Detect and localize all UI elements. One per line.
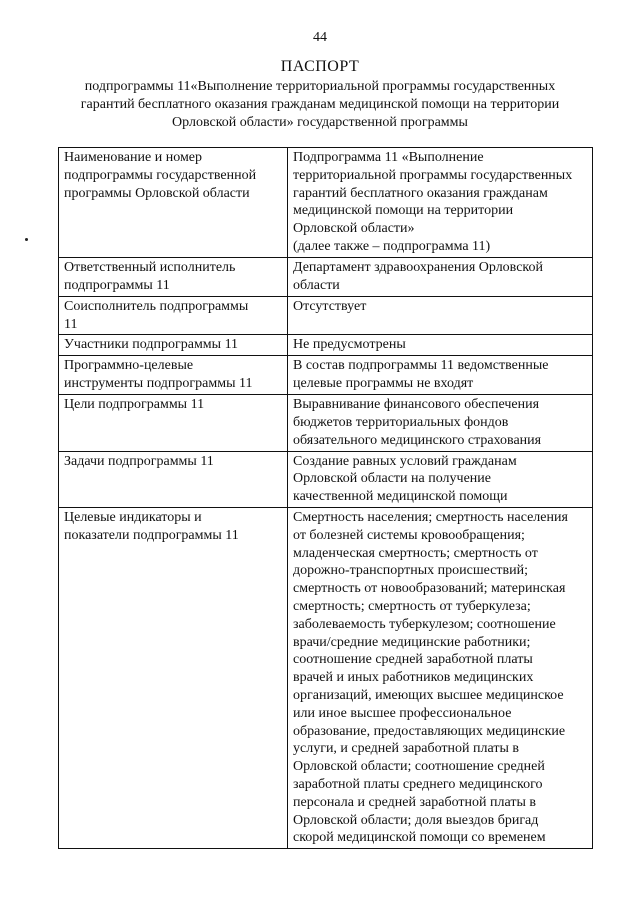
row-value-line: качественной медицинской помощи	[293, 489, 508, 505]
subtitle-line: Орловской области» государственной программы	[172, 115, 468, 130]
document-title: ПАСПОРТ	[280, 58, 360, 75]
row-value-line: персонала и средней заработной платы в	[293, 794, 536, 810]
scan-artifact-dot	[25, 238, 28, 241]
row-label-line: инструменты подпрограммы 11	[64, 375, 253, 391]
table-row	[59, 257, 593, 296]
row-label-line: Целевые индикаторы и	[64, 509, 202, 525]
table-row	[59, 335, 593, 356]
row-value-line: Орловской области; доля выездов бригад	[293, 812, 539, 828]
page-number: 44	[313, 30, 327, 45]
row-value-line: услуги, и средней заработной платы в	[293, 741, 519, 757]
row-value-line: территориальной программы государственных	[293, 167, 573, 183]
row-value-line: Выравнивание финансового обеспечения	[293, 397, 540, 413]
row-value-line: или иное высшее профессиональное	[293, 705, 512, 721]
row-value-line: заболеваемость туберкулезом; соотношение	[293, 616, 556, 632]
row-value-line: обязательного медицинского страхования	[293, 432, 542, 448]
row-value-line: Орловской области на получение	[293, 471, 491, 487]
row-label-cell	[59, 148, 288, 258]
row-label-line: показатели подпрограммы 11	[64, 527, 239, 543]
row-value-cell	[288, 507, 593, 848]
row-label-line: Соисполнитель подпрограммы	[64, 298, 249, 314]
row-value-cell	[288, 451, 593, 507]
subtitle-line: подпрограммы 11«Выполнение территориальной программы государственных	[84, 79, 556, 94]
row-value-line: В состав подпрограммы 11 ведомственные	[293, 358, 549, 374]
passport-table	[58, 147, 593, 849]
row-value-line: Орловской области»	[293, 221, 415, 237]
table-row	[59, 451, 593, 507]
row-value-line: Отсутствует	[293, 298, 367, 314]
row-value-line: врачей и иных работников медицинских	[293, 670, 534, 686]
table-row	[59, 356, 593, 395]
row-value-line: целевые программы не входят	[293, 375, 474, 391]
row-value-cell	[288, 335, 593, 356]
row-label-line: Задачи подпрограммы 11	[64, 453, 214, 469]
row-value-cell	[288, 148, 593, 258]
row-label-cell	[59, 451, 288, 507]
row-value-line: Создание равных условий гражданам	[293, 453, 517, 469]
row-value-line: заработной платы среднего медицинского	[293, 776, 543, 792]
row-label-line: Наименование и номер	[64, 150, 203, 165]
row-value-line: образование, предоставляющих медицинские	[293, 723, 566, 739]
row-label-line: Ответственный исполнитель	[64, 259, 236, 275]
row-value-line: дорожно-транспортных происшествий;	[293, 563, 528, 579]
row-value-line: Смертность населения; смертность населения	[293, 509, 568, 525]
row-label-line: подпрограммы 11	[64, 277, 170, 293]
row-label-cell	[59, 507, 288, 848]
row-value-line: врачи/средние медицинские работники;	[293, 634, 531, 650]
row-value-line: области	[293, 277, 340, 293]
row-value-line: организаций, имеющих высшее медицинское	[293, 687, 564, 703]
row-label-line: программы Орловской области	[64, 185, 250, 201]
row-value-line: медицинской помощи на территории	[293, 203, 514, 219]
row-value-cell	[288, 356, 593, 395]
row-value-cell	[288, 296, 593, 335]
row-value-line: скорой медицинской помощи со временем	[293, 830, 546, 846]
row-value-cell	[288, 257, 593, 296]
row-value-line: Подпрограмма 11 «Выполнение	[293, 150, 484, 165]
row-label-cell	[59, 356, 288, 395]
row-label-line: подпрограммы государственной	[64, 167, 257, 183]
table-row	[59, 296, 593, 335]
table-row	[59, 507, 593, 848]
row-value-line: Орловской области; соотношение средней	[293, 759, 545, 775]
row-label-cell	[59, 395, 288, 451]
row-label-line: Программно-целевые	[64, 358, 194, 374]
table-row	[59, 395, 593, 451]
table-row	[59, 148, 593, 258]
passport-table-body	[59, 148, 593, 849]
row-label-line: Участники подпрограммы 11	[64, 337, 239, 353]
row-value-line: соотношение средней заработной платы	[293, 652, 533, 668]
row-label-line: Цели подпрограммы 11	[64, 397, 205, 413]
row-value-line: младенческая смертность; смертность от	[293, 545, 538, 561]
row-value-line: гарантий бесплатного оказания гражданам	[293, 185, 548, 201]
document-subtitle	[52, 78, 588, 132]
row-value-line: (далее также – подпрограмма 11)	[293, 238, 491, 254]
row-label-cell	[59, 335, 288, 356]
row-label-line: 11	[64, 316, 78, 332]
row-value-line: смертность; смертность от туберкулеза;	[293, 598, 531, 614]
row-value-cell	[288, 395, 593, 451]
row-value-line: бюджетов территориальных фондов	[293, 414, 509, 430]
row-label-cell	[59, 257, 288, 296]
row-value-line: смертность от новообразований; материнская	[293, 581, 566, 597]
row-value-line: Департамент здравоохранения Орловской	[293, 259, 544, 275]
row-label-cell	[59, 296, 288, 335]
row-value-line: Не предусмотрены	[293, 337, 406, 353]
subtitle-line: гарантий бесплатного оказания гражданам медицинской помощи на территории	[80, 97, 560, 112]
row-value-line: от болезней системы кровообращения;	[293, 527, 525, 543]
